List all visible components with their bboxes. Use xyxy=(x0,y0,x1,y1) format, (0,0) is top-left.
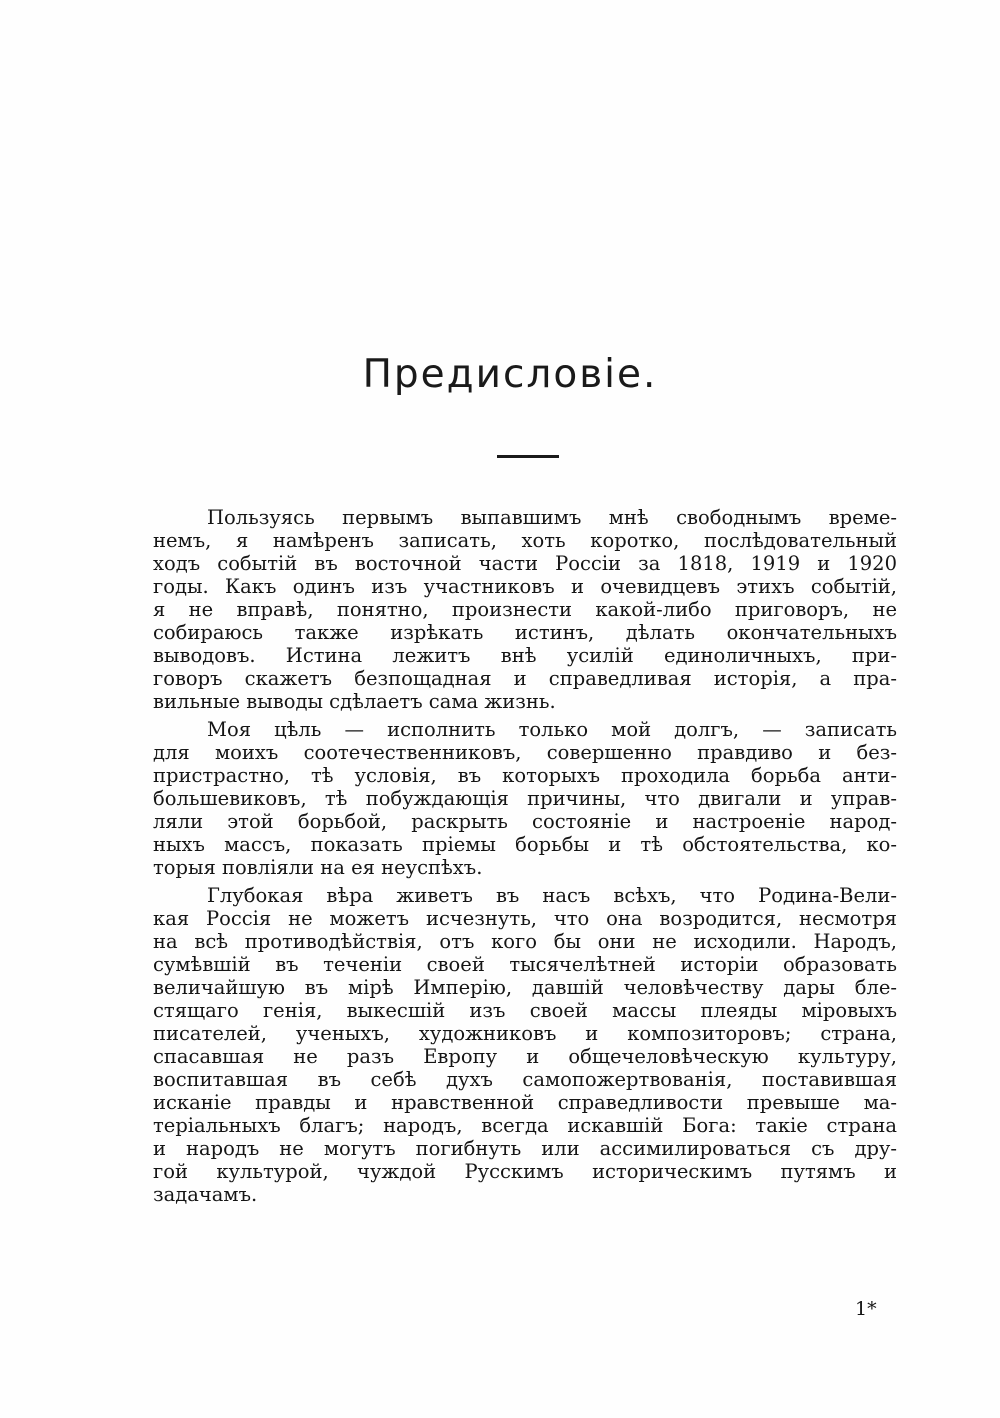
signature-mark: 1* xyxy=(855,1298,877,1320)
text-line: Моя цѣль — исполнить только мой долгъ, — записать xyxy=(207,718,897,741)
text-line: немъ, я намѣренъ записать, хоть коротко, послѣдовательный xyxy=(153,529,897,552)
page-title: Предисловіе. xyxy=(362,352,658,397)
text-line: спасавшая не разъ Европу и общечеловѣческую культуру, xyxy=(153,1045,897,1068)
text-line: кая Россія не можетъ исчезнуть, что она возродится, несмотря xyxy=(153,907,897,930)
text-line: выводовъ. Истина лежитъ внѣ усилій единоличныхъ, при- xyxy=(153,644,897,667)
text-line: Пользуясь первымъ выпавшимъ мнѣ свободнымъ време- xyxy=(207,506,897,529)
text-line: и народъ не могутъ погибнуть или ассимилироваться съ дру- xyxy=(153,1137,897,1160)
text-line: гой культурой, чуждой Русскимъ историческимъ путямъ и xyxy=(153,1160,897,1183)
text-line: собираюсь также изрѣкать истинъ, дѣлать окончательныхъ xyxy=(153,621,897,644)
paragraph xyxy=(153,506,897,713)
title-divider xyxy=(497,455,559,458)
text-line: ляли этой борьбой, раскрыть состояніе и настроеніе народ- xyxy=(153,810,897,833)
text-line: годы. Какъ одинъ изъ участниковъ и очевидцевъ этихъ событій, xyxy=(153,575,897,598)
text-line: большевиковъ, тѣ побуждающія причины, что двигали и управ- xyxy=(153,787,897,810)
text-line: для моихъ соотечественниковъ, совершенно правдиво и без- xyxy=(153,741,897,764)
text-line: на всѣ противодѣйствія, отъ кого бы они не исходили. Народъ, xyxy=(153,930,897,953)
text-line: ходъ событій въ восточной части Россіи за 1818, 1919 и 1920 xyxy=(153,552,897,575)
paragraph xyxy=(153,884,897,1206)
text-line: торыя повліяли на ея неуспѣхъ. xyxy=(153,856,483,879)
text-line: Глубокая вѣра живетъ въ насъ всѣхъ, что Родина-Вели- xyxy=(207,884,897,907)
text-line: ныхъ массъ, показать пріемы борьбы и тѣ обстоятельства, ко- xyxy=(153,833,897,856)
text-line: стящаго генія, выкесшій изъ своей массы плеяды міровыхъ xyxy=(153,999,897,1022)
text-line: сумѣвшій въ теченіи своей тысячелѣтней исторіи образовать xyxy=(153,953,897,976)
text-line: вильные выводы сдѣлаетъ сама жизнь. xyxy=(153,690,556,713)
paragraph xyxy=(153,718,897,879)
text-line: величайшую въ мірѣ Имперію, давшій человѣчеству дары бле- xyxy=(153,976,897,999)
text-line: я не вправѣ, понятно, произнести какой-либо приговоръ, не xyxy=(153,598,897,621)
text-line: исканіе правды и нравственной справедливости превыше ма- xyxy=(153,1091,897,1114)
text-line: говоръ скажетъ безпощадная и справедливая исторія, а пра- xyxy=(153,667,897,690)
preface-body xyxy=(153,506,897,1206)
text-line: задачамъ. xyxy=(153,1183,258,1206)
text-line: воспитавшая въ себѣ духъ самопожертвованія, поставившая xyxy=(153,1068,897,1091)
text-line: пристрастно, тѣ условія, въ которыхъ проходила борьба анти- xyxy=(153,764,897,787)
text-line: писателей, ученыхъ, художниковъ и композиторовъ; страна, xyxy=(153,1022,897,1045)
text-line: теріальныхъ благъ; народъ, всегда искавшій Бога: такіе страна xyxy=(153,1114,897,1137)
